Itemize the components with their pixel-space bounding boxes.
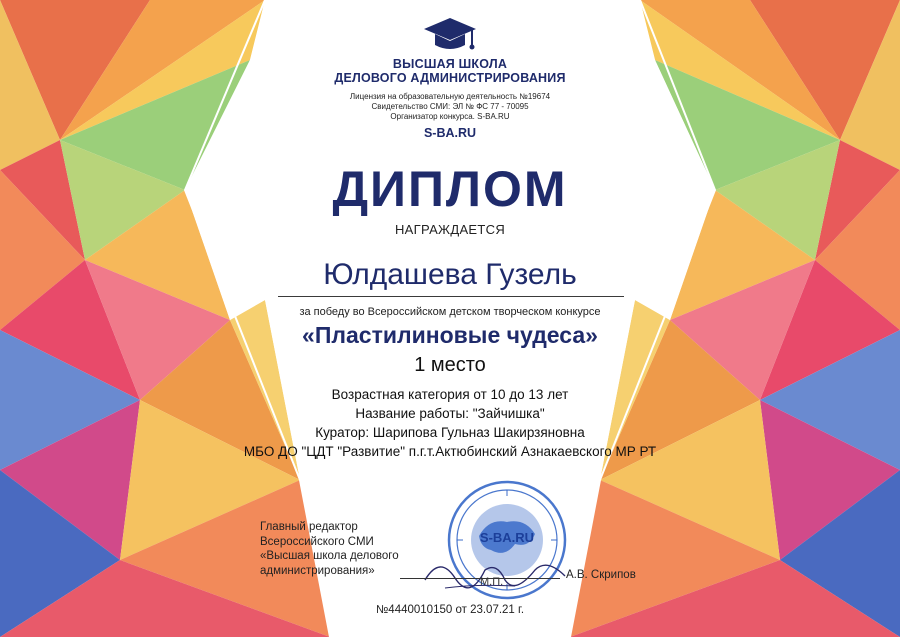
seal-site-text: S-BA.RU <box>479 530 535 545</box>
institution: МБО ДО "ЦДТ "Развитие" п.г.т.Актюбинский Азнакаевского МР РТ <box>243 444 657 459</box>
place-award: 1 место <box>414 354 486 376</box>
organization-name-line2: ДЕЛОВОГО АДМИНИСТРИРОВАНИЯ <box>334 71 566 85</box>
contest-name: «Пластилиновые чудеса» <box>302 322 598 348</box>
curator: Куратор: Шарипова Гульназ Шакирзяновна <box>315 425 585 440</box>
work-title: Название работы: "Зайчишка" <box>355 406 545 421</box>
editor-caption <box>260 520 399 578</box>
editor-line: «Высшая школа делового <box>260 550 399 562</box>
signer-name: А.В. Скрипов <box>566 569 636 581</box>
editor-line: Всероссийского СМИ <box>260 535 374 548</box>
editor-line: администрирования» <box>260 564 375 577</box>
media-certificate-line: Свидетельство СМИ: ЭЛ № ФС 77 - 70095 <box>371 102 529 111</box>
awarded-label: НАГРАЖДАЕТСЯ <box>394 222 506 237</box>
diploma-title: ДИПЛОМ <box>332 161 568 217</box>
victory-text: за победу во Всероссийском детском творческом конкурсе <box>299 306 601 318</box>
diploma-number: №4440010150 от 23.07.21 г. <box>375 604 525 616</box>
recipient-name: Юлдашева Гузель <box>323 258 577 291</box>
seal-initials: М.П. <box>480 576 504 588</box>
age-category: Возрастная категория от 10 до 13 лет <box>331 387 569 402</box>
graduation-cap-icon <box>422 16 478 56</box>
organization-site: S-BA.RU <box>423 126 477 140</box>
editor-line: Главный редактор <box>260 521 358 533</box>
recipient-underline <box>278 296 624 297</box>
handwritten-signature <box>415 540 575 600</box>
license-line: Лицензия на образовательную деятельность №19674 <box>349 92 551 101</box>
contest-organizer-line: Организатор конкурса. S-BA.RU <box>390 112 510 121</box>
organization-name-line1: ВЫСШАЯ ШКОЛА <box>392 57 508 71</box>
